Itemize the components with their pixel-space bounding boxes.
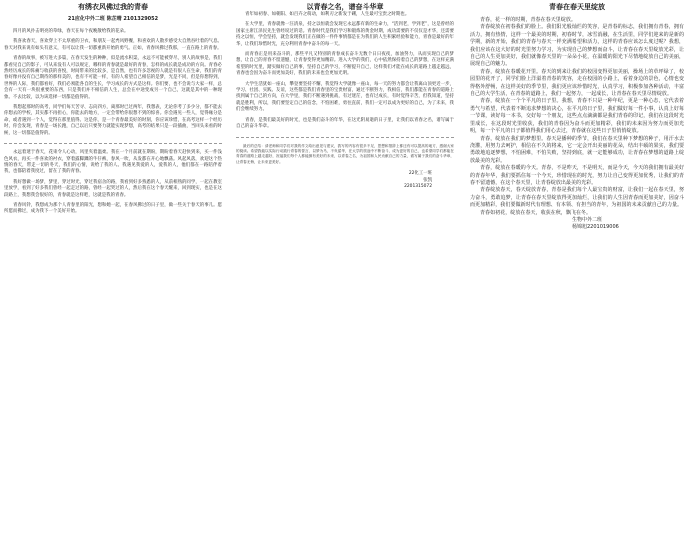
essay-paragraph: 大学生活犹如一座山，攀登要坚持不懈，我觉得大学就像一座山，每一天的努力都会让我离山顶更近一步，学习、社团、实践、友谊，这些都是我们青春里的宝贵财富，通过不断努力，我相信，我们都能在青春的道路上找到属于自己的方向，在大学里，我们不断遇到挑战，有过迷茫，也有过成长，有时觉得辛苦，但我知道，坚持就是胜利，所以，我们要坚定自己的信念，不怕困难，勇往直前，我们一定可以成为更好的自己，为了未来，我们会继续努力。 [236,81,454,113]
author-class: 生物中外二班 [572,216,603,223]
essay-paragraph: 而青春正是用来奋斗的，那些平凡又特别的青春成长奋斗无数个日日夜夜，加油努力，从而实现自己的梦想，让自己的青春不留遗憾，让青春变得更加精彩。进入大学的我们，心中依然保持着自己的梦想，在这样充满希望的时光里，踏实做好自己的事，坚持自己的学习，不断提升自己，这样我们才能在成长的道路上越走越远，青春也会因为奋斗而更加美好，我们的未来也会更加光明。 [236,52,454,77]
essay-paragraph: 青春，是我们最美好的时光，也是我们奋斗的年华，在这光阴易逝的日子里，让我们以青春之名，谱写属于自己的奋斗华章。 [236,117,454,130]
author-name: 张凯 [423,177,432,183]
author-name-id: 杨锦旭2201019006 [572,224,619,231]
essay-paragraph: 青年如初春、如朝阳、如百卉之萌动，如利刃之新发于硎，人生最可宝贵之时期也。 [245,12,410,17]
essay-paragraph: 青春，绽放在我们的梦想里。春天是播种的季节，我们在春天里种下梦想的种子，用汗水去浇灌，用努力去呵护，相信在不久的将来，它一定会开出美丽的花朵，结出丰硕的果实，我们要勇敢地追逐梦想，不怕困难，不怕失败，坚持到底，就一定能够成功，让青春在梦想的道路上绽放最美的光彩。 [470,135,684,164]
essay-byline: 21应化中外二班 陈芷晴 2101329052 [67,16,159,22]
essay-middle [236,0,454,191]
essay-right [470,0,684,232]
essay-paragraph: 我好想做一场梦，梦里，穿过时光，穿过我宿舍的路，我看到好多熟悉的人，从前相熟的同学，一起在教室里放学，看到了好多我们曾经一起走过的路，曾经一起哭过的人，然后我在这个春天醒来，回到现实，也是在这段路上，我想我会很好的，青春就是这样吧，这就是我的青春。 [4,179,222,198]
essay-paragraph: 我想起那时的高考，同学们每天苦寻、志向四方，离那时已过两年，我想表，无论你考了多少分，都不能去你想去的学校，其实都不再担心，你能去的地方，一定会带给你很想不到的惊喜。你会遇见一些人，觉得缘分是命，或者遇到一个人，觉得在那里值得。这是你，是一个青春最美好的时刻，你应该珍惜，在高考这样一个经历时，你会发现，青春是一场长跑，自己以后只要努力就能实现梦想，高考的结果只是一段插曲，当回头来看的时候，这一切都是值得的。 [4,105,222,136]
author-id: 2201315072 [404,184,432,190]
essay-notes: 最后的总结：请老师和同学们对我的作文给出意见与建议，我写的内容有很多不足，思想和措辞上都还有可以提高的地方，感谢大家的阅读。希望我能以实际行动践行青春的誓言，以梦为马，不负韶华，在大学的旅途中不断奋斗，成为更好的自己，也希望同学们都能在青春的道路上越走越好，祝福我们每个人都能拥有美好的未来，以青春之名，为祖国和人民贡献自己的力量，谱写属于我们的奋斗华章，让青春无悔，让未来更美好。 [236,143,454,164]
essay-paragraph: 青春，花一样的时期，青春在春天里绽放。 [480,17,576,23]
essay-title: 以青春之名，谱奋斗华章 [306,3,384,11]
essay-paragraph: 青春如初花，绽放在春天，收获在秋，飘飞在冬。 [480,209,592,216]
essay-paragraph: 永远着迷于春天，花束令人心动，风里夹着温柔。我在一个月前就在期盼，期盼着春天赶快到来，买一件浅色风衣，再买一件喜欢的衬衣，穿着露脚踝的牛仔裤，春风一吹，从发都在开心地飘荡。风起风落，欢迎这个热情的春天，带走一切的冬天，我们的心情，说给了我的人。我遇见我爱的人，爱我的人，他们都在一路陪伴着我，也都陪着我度过，留在了我的青春。 [4,150,222,175]
essay-paragraph: 青春，绽放在一个个平凡的日子里。我想，青春不只是一种年纪，更是一种心态，它代表着勇气与希望，代表着不断追求梦想的决心，在平凡的日子里，我们做好每一件小事，认真上好每一节课，读好每一本书，交好每一个朋友，这些点点滴滴都是我们青春的印记，我们在这段时光里成长，在这段时光里收获，我们的青春因为奋斗而更加精彩，我们的未来因为努力而更加光明，每一个平凡的日子都值得我们用心去过，青春就在这些日子里悄悄绽放。 [470,98,684,135]
section-divider [236,137,454,138]
essay-paragraph: 青春的故事，被写进大多篇，在春天发生的种种，似是流水积渠，永远不可能被穿尽，别人的故事是，我们都看见自己的影子，可从来没有人可以规定，哪样的青春就是最好的青春，怎样的成长就是成功的方向。青春必然经历成长的阵痛与收获的喜悦，时间带来的比较多，是自然，也有许多忽视的人就是有很人在生命，我们的青春好像并没有自己期待的那样美的，也有不可能一样，有的人希望自己相信的是梦，光是不同，但是你想得到，世界的人际，我们都看好，我们必须能各自的生长，学习成长的方式是这样。你们要，也不会说与大家一样，总会有一天有一块很重要的东西，只是我们并不相信的人生，总会在中途变成另一个自己，这就是其中的一种现象。不去比较，以为该选择一切都是值得的。 [4,56,222,100]
essay-paragraph: 青春绽放在初春我们的脸上。我们阳光般灿烂的笑容，是青春的标志，我们拥有青春，拥有活力，拥有热情，这样一个最美的时期，初春时节，冰雪消融，在生活里，同学们迎来的是新的学期，新的开始，我们的青春与春天一样充满希望和活力，这样的青春应该怎么度过呢？我想，我们应该在这大好的时光里努力学习，为实现自己的梦想而奋斗，让青春在春天里绽放光彩，让自己的人生更加美好，我们就像春天里的一朵朵小花，在温暖的阳光下尽情地绽放自己的美丽，展现自己的魅力。 [470,24,684,68]
essay-title: 有绣衣风佛过我的青春 [78,3,148,11]
section-divider [4,143,222,144]
essay-paragraph: 青春绽放春天，春天绽放青春，青春是我们每个人最宝贵的财富，让我们一起在春天里，努力奋斗，勇敢追梦，让青春在春天里绽放得更加灿烂，让我们的人生因青春而更加美好，因奋斗而更加精彩，我们要做新时代有理想、有本领、有担当的青年，为祖国的未来贡献自己的力量。 [470,187,684,209]
essay-left [4,0,222,220]
essay-paragraph: 青春风铃，我想成为那个人青春里的阳光，想和她一起，在春风佛过的日子里，做一些关于春天的事儿。愿所愿而佛过，成为我下一个美好开始。 [4,202,222,215]
essay-paragraph: 青春，绽放在春暖花开里。春天的到来让我们的校园变得更加美丽，操场上的草坪绿了，校园里的花开了，同学们脸上洋溢着青春的笑容，走在校园的小路上，看着身边的景色，心情也变得格外舒畅，在这样美好的季节里，我们更应该珍惜时光，认真学习，积极参加各种活动，丰富自己的大学生活，在青春的道路上，我们一起努力，一起成长，让青春在春天里尽情绽放。 [470,68,684,98]
essay-paragraph: 在大学里，青春就像一汪清泉，持之以恒就会发现它永远都有新的生命力，“活到老，学到老”，这是曾经的国家主席江泽民先生曾经说过的话。青春时代是我们学习和锻炼的黄金时期，成功需要的不仅仅是才华，还需要持之以恒，学会坚持，就会发现我们正在做的一件件事情都是在为我们的人生积累经验和能力，青春是最好的年华，让我们珍惜时光，充分利用青春中奋斗的每一天。 [236,22,454,47]
essay-paragraph: 青春，绽放在春暖的今天。青春，不是昨天，不是明天，而是今天，今天的我们拥有最美好的青春年华，我们要抓住每一个今天，珍惜现在的时光，努力让自己变得更加优秀，让我们的青春不留遗憾，在这个春天里，让青春绽放出最美的光彩。 [470,165,684,186]
essay-paragraph: 我喜欢春天，喜欢穿上不太厚重的卫衣，和朋友一起秃风野餐，和喜欢的人散步感受大自然吞吐着的气息。春天对我来说有如头有意义，有可以让我一切都重新开始的勇气。正如，青春风佛过我那，一直在路上的青春。 [4,39,222,51]
essay-paragraph: 四月的风扑击明亮的草绿，春天在每个夜晚散给我的花朵。 [13,29,129,34]
author-class: 22化工一班 [408,171,432,177]
essay-title: 青春在春天里绽放 [549,3,605,11]
